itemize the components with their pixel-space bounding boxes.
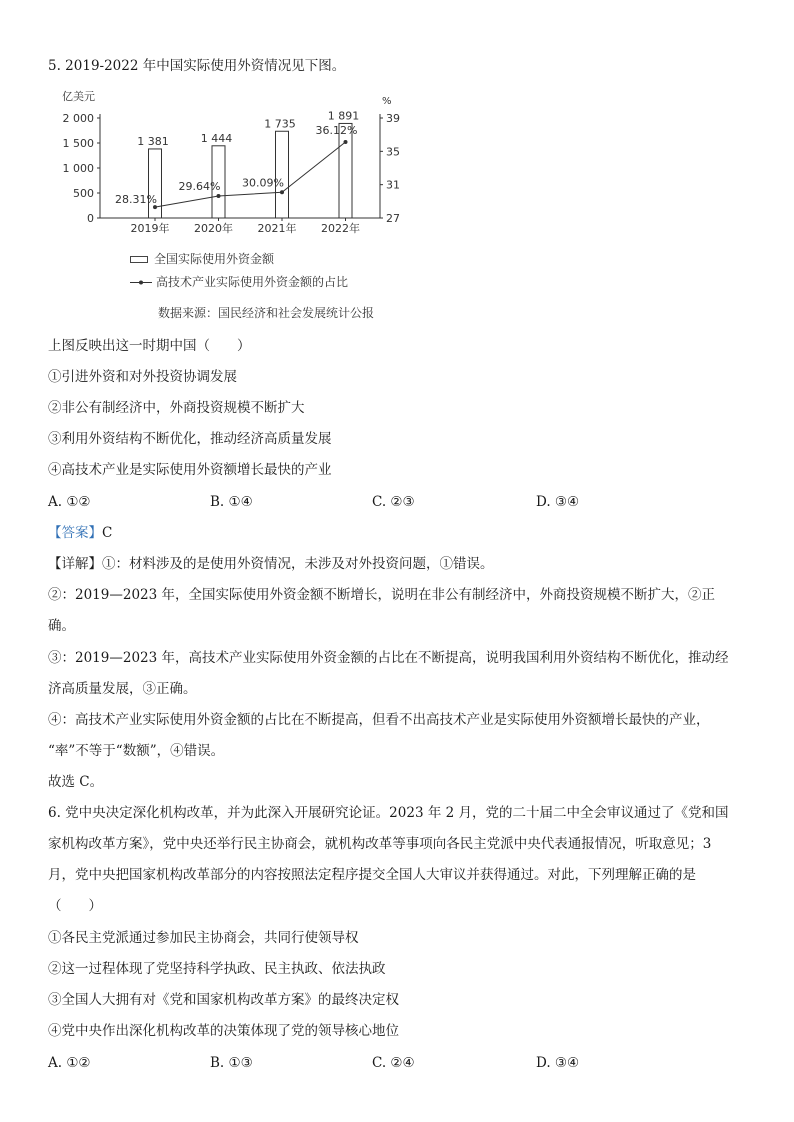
- q5-question: 上图反映出这一时期中国（ ）: [48, 338, 251, 354]
- x-tick-label: 2021年: [257, 222, 297, 235]
- legend-item-bar: [130, 250, 274, 267]
- x-tick-label: 2019年: [130, 222, 170, 235]
- q6-stem-2: 家机构改革方案》，党中央还举行民主协商会，就机构改革等事项向各民主党派中央代表通报情况，听取意见；3: [48, 836, 712, 852]
- share-value-label: 30.09%: [242, 176, 284, 190]
- share-point: [217, 194, 221, 198]
- legend-item-line: [130, 273, 348, 290]
- right-axis-title: %: [382, 96, 392, 107]
- bar-value-label: 1 381: [137, 134, 169, 148]
- q6-choice-a[interactable]: A. ①②: [48, 1055, 91, 1071]
- q6-option-4: ④党中央作出深化机构改革的决策体现了党的领导核心地位: [48, 1023, 399, 1039]
- q5-choice-b[interactable]: B. ①④: [210, 494, 253, 510]
- share-value-label: 28.31%: [115, 193, 157, 207]
- legend-bar-swatch: [130, 256, 148, 263]
- legend-line-swatch: [130, 278, 152, 287]
- q5-detail-3a: ③：2019—2023 年，高技术产业实际使用外资金额的占比在不断提高，说明我国利用外资结构不断优化，推动经: [48, 650, 729, 666]
- q5-conclusion: 故选 C。: [48, 774, 104, 790]
- right-tick-label: 39: [386, 112, 400, 125]
- q6-choice-b[interactable]: B. ①③: [210, 1055, 253, 1071]
- q5-option-2: ②非公有制经济中，外商投资规模不断扩大: [48, 400, 305, 416]
- right-tick-label: 35: [386, 145, 400, 159]
- right-tick-label: 31: [386, 178, 400, 192]
- q5-detail-4b: “率”不等于“数额”，④错误。: [48, 743, 225, 759]
- q6-choice-c[interactable]: C. ②④: [372, 1055, 415, 1071]
- q6-stem-1: 6. 党中央决定深化机构改革，并为此深入开展研究论证。2023 年 2 月，党的二十届二中全会审议通过了《党和国: [48, 805, 729, 821]
- q5-detail-2a: ②：2019—2023 年，全国实际使用外资金额不断增长，说明在非公有制经济中，外商投资规模不断扩大，②正: [48, 587, 716, 603]
- bar-value-label: 1 735: [264, 117, 296, 131]
- q6-choice-d[interactable]: D. ③④: [536, 1055, 580, 1071]
- q5-detail-3b: 济高质量发展，③正确。: [48, 681, 197, 697]
- left-tick-label: 0: [87, 212, 94, 225]
- bar: [276, 131, 289, 218]
- q6-stem-3: 月，党中央把国家机构改革部分的内容按照法定程序提交全国人大审议并获得通过。对此，下列理解正确的是: [48, 867, 696, 883]
- share-point: [280, 190, 284, 194]
- foreign-investment-chart: [60, 86, 420, 246]
- q6-option-2: ②这一过程体现了党坚持科学执政、民主执政、依法执政: [48, 961, 386, 977]
- left-tick-label: 1 000: [62, 162, 94, 175]
- q5-option-3: ③利用外资结构不断优化，推动经济高质量发展: [48, 431, 332, 447]
- legend-bar-label: 全国实际使用外资金额: [154, 252, 275, 266]
- bar: [339, 123, 352, 218]
- q6-stem-4: （ ）: [48, 898, 102, 914]
- detail-label: 【详解】: [48, 556, 102, 572]
- q5-choice-a[interactable]: A. ①②: [48, 494, 91, 510]
- left-axis-title: 亿美元: [62, 90, 95, 103]
- q5-detail-4a: ④：高技术产业实际使用外资金额的占比在不断提高，但看不出高技术产业是实际使用外资额增长最快的产业，: [48, 712, 710, 728]
- right-tick-label: 27: [386, 212, 400, 225]
- q5-detail-2b: 确。: [48, 618, 75, 634]
- q5-choice-d[interactable]: D. ③④: [536, 494, 580, 510]
- share-value-label: 36.12%: [315, 124, 358, 137]
- bar-value-label: 1 444: [200, 131, 233, 145]
- left-tick-label: 500: [73, 187, 94, 200]
- q6-option-1: ①各民主党派通过参加民主协商会，共同行使领导权: [48, 930, 359, 946]
- q5-answer: [48, 524, 112, 542]
- q5-choice-c[interactable]: C. ②③: [372, 494, 415, 510]
- x-tick-label: 2020年: [194, 222, 233, 235]
- q5-option-4: ④高技术产业是实际使用外资额增长最快的产业: [48, 462, 332, 478]
- legend-line-label: 高技术产业实际使用外资金额的占比: [156, 275, 349, 289]
- chart-source: 数据来源：国民经济和社会发展统计公报: [158, 306, 375, 320]
- detail-1-text: ①：材料涉及的是使用外资情况，未涉及对外投资问题，①错误。: [102, 556, 494, 572]
- bar-value-label: 1 891: [327, 109, 360, 123]
- q6-option-3: ③全国人大拥有对《党和国家机构改革方案》的最终决定权: [48, 992, 399, 1008]
- left-tick-label: 1 500: [62, 137, 94, 150]
- q5-option-1: ①引进外资和对外投资协调发展: [48, 369, 237, 385]
- x-tick-label: 2022年: [321, 222, 360, 235]
- answer-label: 【答案】: [48, 525, 102, 541]
- share-line: [155, 142, 346, 207]
- share-point: [344, 140, 348, 144]
- left-tick-label: 2 000: [62, 112, 94, 125]
- q5-detail-1: [48, 555, 494, 573]
- q5-stem: 5. 2019-2022 年中国实际使用外资情况见下图。: [48, 58, 346, 74]
- share-value-label: 29.64%: [178, 180, 221, 193]
- answer-value: C: [102, 525, 113, 541]
